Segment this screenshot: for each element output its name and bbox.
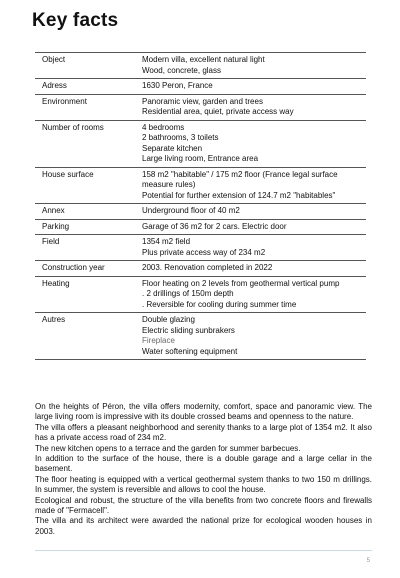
fact-value-line: 4 bedrooms (142, 122, 185, 132)
facts-row-address (35, 79, 366, 95)
fact-label: Object (42, 55, 66, 64)
fact-value-line: Plus private access way of 234 m2 (142, 247, 266, 257)
facts-row-object (35, 52, 366, 79)
fact-value-line: 158 m2 "habitable" / 175 m2 floor (France legal surface (142, 169, 338, 179)
fact-value-line: Garage of 36 m2 for 2 cars. Electric door (142, 221, 287, 231)
fact-value-line: Electric sliding sunbrakers (142, 325, 235, 335)
fact-value-line: 2 bathrooms, 3 toilets (142, 133, 219, 142)
facts-row-rooms (35, 121, 366, 168)
page-title: Key facts (32, 10, 119, 31)
description-paragraph: In addition to the surface of the house, there is a double garage and a large cellar in the basement. (35, 454, 372, 474)
fact-value-line: Separate kitchen (142, 143, 203, 153)
fact-label: Heating (42, 278, 70, 288)
fact-value (142, 53, 366, 78)
fact-label: Number of rooms (42, 122, 104, 132)
fact-value (142, 79, 366, 94)
fact-value-line: 1630 Peron, France (142, 81, 213, 90)
fact-value (142, 313, 366, 359)
facts-row-construction-year (35, 261, 366, 277)
fact-value (142, 261, 366, 276)
fact-value-line: Large living room, Entrance area (142, 154, 259, 163)
facts-row-parking (35, 220, 366, 236)
fact-value-line: measure rules) (142, 180, 196, 189)
facts-row-house-surface (35, 168, 366, 205)
fact-value-line: Modern villa, excellent natural light (142, 55, 265, 64)
fact-value-line: . 2 drillings of 150m depth (142, 289, 234, 298)
fact-value-line: Residential area, quiet, private access way (142, 107, 294, 116)
key-facts-table (35, 52, 366, 360)
description-paragraph: The villa and its architect were awarded the national prize for ecological wooden houses in 2003. (35, 516, 372, 536)
fact-value-line: Fireplace (142, 336, 175, 345)
description-paragraph: The villa offers a pleasant neighborhood and serenity thanks to a large plot of 1354 m2. It also has a private access road of 234 m2. (35, 422, 372, 443)
fact-label: Autres (42, 315, 66, 324)
footer-divider (35, 550, 372, 551)
fact-value-line: Floor heating on 2 levels from geothermal vertical pump (142, 278, 340, 288)
fact-value (142, 220, 366, 235)
description-paragraph: On the heights of Péron, the villa offers modernity, comfort, space and panoramic view. The large living room is impressive with its double crossed beams and openness to the nature. (35, 402, 372, 422)
property-description (35, 402, 372, 537)
fact-label: Annex (42, 206, 65, 215)
fact-label: Construction year (42, 263, 105, 272)
fact-value (142, 168, 366, 204)
fact-value (142, 235, 366, 260)
fact-value-line: Wood, concrete, glass (142, 65, 222, 75)
facts-row-field (35, 235, 366, 261)
fact-value (142, 204, 366, 219)
page-number: 5 (366, 558, 370, 564)
fact-label: Parking (42, 221, 70, 231)
fact-label: Environment (42, 96, 87, 106)
fact-value-line: Potential for further extension of 124.7 m2 "habitables" (142, 190, 336, 200)
fact-label: Adress (42, 81, 67, 90)
fact-value (142, 277, 366, 313)
facts-row-environment (35, 95, 366, 121)
fact-value-line: Double glazing (142, 315, 195, 324)
fact-value-line: 2003. Renovation completed in 2022 (142, 263, 273, 272)
fact-value-line: Underground floor of 40 m2 (142, 206, 240, 215)
fact-value (142, 121, 366, 167)
description-paragraph: Ecological and robust, the structure of the villa benefits from two concrete floors and firewalls made of "Fermacell". (35, 495, 372, 516)
facts-row-autres (35, 313, 366, 360)
fact-value-line: Water softening equipment (142, 346, 238, 356)
fact-label: House surface (42, 169, 94, 179)
facts-row-heating (35, 277, 366, 314)
description-paragraph: The new kitchen opens to a terrace and the garden for summer barbecues. (35, 443, 301, 453)
fact-value (142, 95, 366, 120)
description-paragraph: The floor heating is equipped with a vertical geothermal system thanks to two 150 m drillings. In summer, the system is reversible and allows to cool the house. (35, 474, 372, 495)
fact-value-line: . Reversible for cooling during summer time (142, 299, 297, 309)
fact-value-line: 1354 m2 field (142, 237, 191, 246)
facts-row-annex (35, 204, 366, 220)
fact-value-line: Panoramic view, garden and trees (142, 96, 263, 106)
fact-label: Field (42, 237, 60, 246)
